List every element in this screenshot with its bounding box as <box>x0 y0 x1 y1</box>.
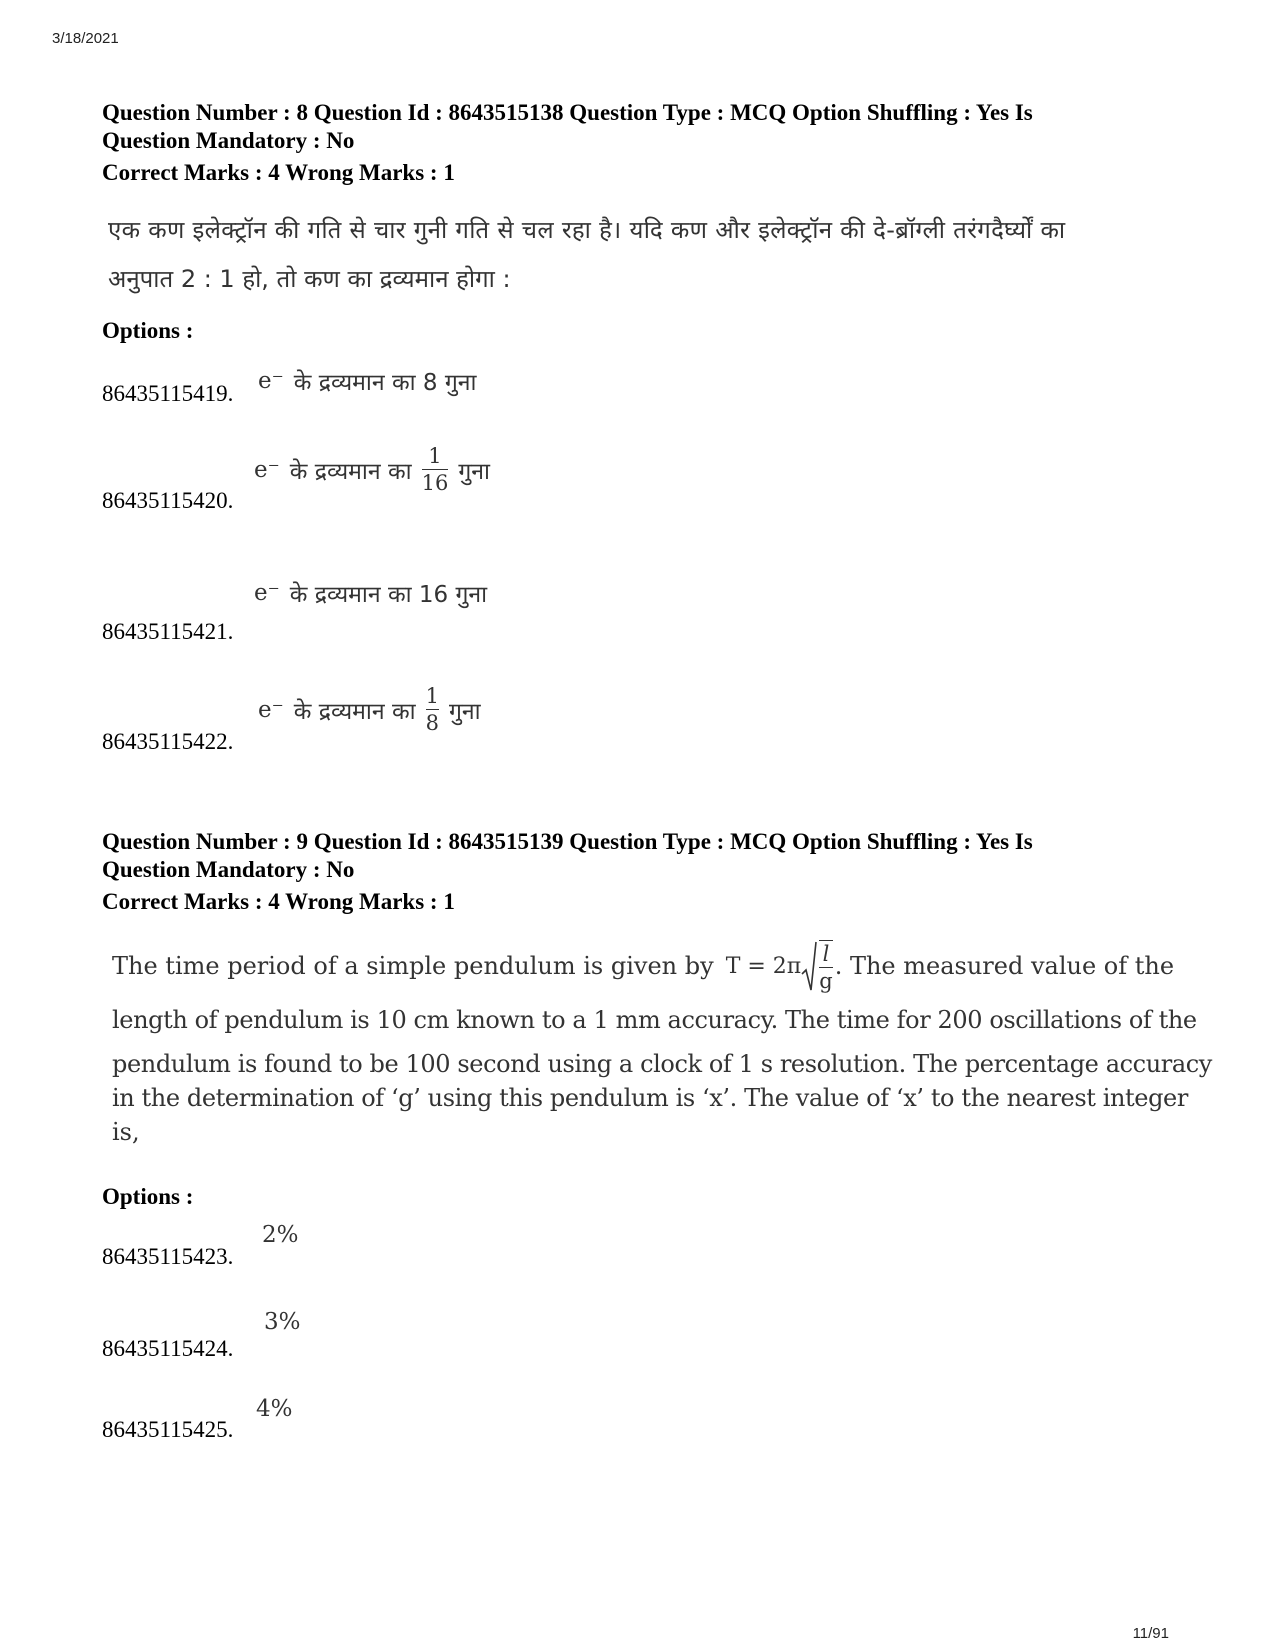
fraction-denominator: 8 <box>425 711 439 735</box>
square-root <box>801 940 834 992</box>
option-text: के द्रव्यमान का <box>293 698 416 725</box>
option-content <box>258 365 477 397</box>
question-9-text-line4: in the determination of ‘g’ using this pendulum is ‘x’. The value of ‘x’ to the nearest integer <box>112 1084 1188 1112</box>
sqrt-sign-icon <box>801 940 817 992</box>
fraction-bar <box>426 709 439 710</box>
fraction-bar <box>422 469 449 470</box>
sqrt-numerator: l <box>822 942 830 966</box>
question-8-options-label: Options : <box>102 318 194 343</box>
fraction <box>422 445 449 494</box>
page-number: 11/91 <box>1132 1625 1169 1642</box>
sqrt-fraction <box>819 940 832 992</box>
option-id: 86435115419. <box>102 381 234 406</box>
option-id: 86435115424. <box>102 1336 234 1361</box>
question-8-text-line2: अनुपात 2 : 1 हो, तो कण का द्रव्यमान होगा : <box>108 265 511 293</box>
option-value: 2% <box>262 1222 299 1248</box>
option-value: 3% <box>264 1309 301 1335</box>
fraction-denominator: 16 <box>421 471 449 495</box>
option-id: 86435115423. <box>102 1244 234 1269</box>
option-id: 86435115420. <box>102 488 234 513</box>
equation-lhs: T = 2π <box>725 953 802 979</box>
question-9-meta-line1: Question Number : 9 Question Id : 8643515139 Question Type : MCQ Option Shuffling : Yes Is <box>102 829 1033 854</box>
question-9-marks: Correct Marks : 4 Wrong Marks : 1 <box>102 889 455 914</box>
option-id: 86435115422. <box>102 729 234 754</box>
question-9-text-line1a: The time period of a simple pendulum is given by <box>112 952 714 980</box>
question-8-text-line1: एक कण इलेक्ट्रॉन की गति से चार गुनी गति से चल रहा है। यदि कण और इलेक्ट्रॉन की दे-ब्रॉग्ली तरंगदैर्घ्यों का <box>108 216 1066 244</box>
fraction-numerator: 1 <box>428 444 442 468</box>
option-suffix: गुना <box>448 698 481 725</box>
option-content <box>254 577 487 609</box>
question-8-meta-line2: Question Mandatory : No <box>102 128 355 153</box>
option-text: के द्रव्यमान का 16 गुना <box>289 582 488 608</box>
fraction <box>426 685 439 734</box>
option-content <box>254 445 490 494</box>
option-id: 86435115425. <box>102 1417 234 1442</box>
question-9-text-line1b: . The measured value of the <box>834 952 1175 980</box>
option-content <box>258 685 481 734</box>
question-8-text <box>108 213 1188 295</box>
option-id: 86435115421. <box>102 619 234 644</box>
sqrt-denominator: g <box>819 969 833 993</box>
question-9-meta-line2: Question Mandatory : No <box>102 857 355 882</box>
print-date: 3/18/2021 <box>52 30 119 47</box>
option-text: के द्रव्यमान का <box>289 458 412 485</box>
fraction-numerator: 1 <box>425 684 439 708</box>
question-9-text <box>112 940 1212 1146</box>
question-8-meta <box>102 99 1182 187</box>
question-9-text-line1 <box>112 940 1192 992</box>
electron-symbol: e⁻ <box>254 580 280 606</box>
option-text: के द्रव्यमान का 8 गुना <box>293 370 477 396</box>
option-value: 4% <box>256 1396 293 1422</box>
question-8-marks: Correct Marks : 4 Wrong Marks : 1 <box>102 160 455 185</box>
electron-symbol: e⁻ <box>258 368 284 394</box>
question-9-meta <box>102 828 1182 916</box>
question-9-options-label: Options : <box>102 1184 194 1209</box>
question-9-text-line5: is, <box>112 1118 140 1146</box>
question-8-meta-line1: Question Number : 8 Question Id : 8643515138 Question Type : MCQ Option Shuffling : Yes Is <box>102 100 1033 125</box>
electron-symbol: e⁻ <box>254 456 280 483</box>
question-9-text-line2: length of pendulum is 10 cm known to a 1 mm accuracy. The time for 200 oscillations of the <box>112 1006 1197 1034</box>
option-suffix: गुना <box>458 458 490 485</box>
question-9-text-line3: pendulum is found to be 100 second using a clock of 1 s resolution. The percentage accuracy <box>112 1050 1212 1078</box>
fraction-bar <box>819 967 832 968</box>
electron-symbol: e⁻ <box>258 696 284 723</box>
